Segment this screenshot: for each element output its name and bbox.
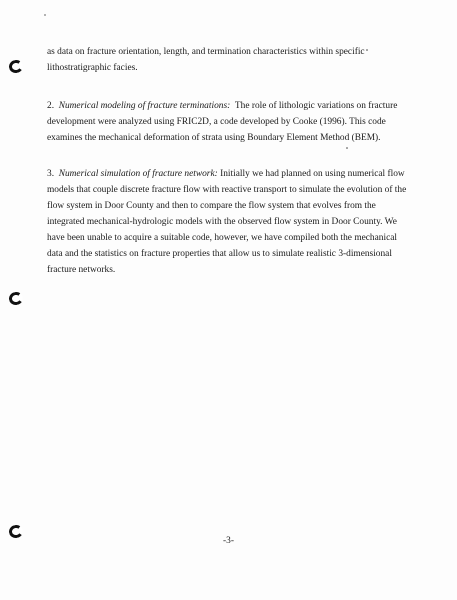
text-line: have been unable to acquire a suitable code, however, we have compiled both the mechanical bbox=[47, 233, 397, 243]
page-number: -3- bbox=[223, 536, 234, 546]
text-line: flow system in Door County and then to compare the flow system that evolves from the bbox=[47, 201, 376, 211]
scan-speck bbox=[44, 14, 46, 16]
paragraph-fracture-terminations bbox=[47, 98, 417, 146]
paragraph-continuation bbox=[47, 44, 417, 76]
paragraph-heading: Numerical simulation of fracture network: bbox=[58, 169, 218, 179]
text-line bbox=[47, 166, 417, 182]
scan-speck bbox=[346, 147, 348, 149]
text-line: models that couple discrete fracture flow with reactive transport to simulate the evolution of the bbox=[47, 185, 407, 195]
text-line: data and the statistics on fracture properties that allow us to simulate realistic 3-dimensional bbox=[47, 249, 392, 259]
text-line: examines the mechanical deformation of strata using Boundary Element Method (BEM). bbox=[47, 133, 381, 143]
text-line: integrated mechanical-hydrologic models with the observed flow system in Door County. We bbox=[47, 217, 397, 227]
paragraph-fracture-network bbox=[47, 166, 417, 278]
text-line: development were analyzed using FRIC2D, a code developed by Cooke (1996). This code bbox=[47, 117, 386, 127]
paragraph-text: Initially we had planned on using numerical flow bbox=[220, 169, 405, 179]
paragraph-text: The role of lithologic variations on fracture bbox=[234, 101, 398, 111]
text-line: lithostratigraphic facies. bbox=[47, 63, 138, 73]
paragraph-number: 2. bbox=[47, 101, 55, 111]
punch-hole-icon bbox=[8, 291, 24, 306]
punch-hole-icon bbox=[8, 59, 24, 74]
text-line: as data on fracture orientation, length, and termination characteristics within specific bbox=[47, 47, 365, 57]
text-line bbox=[47, 98, 417, 114]
text-line: fracture networks. bbox=[47, 265, 116, 275]
paragraph-heading: Numerical modeling of fracture terminations: bbox=[58, 101, 231, 111]
paragraph-number: 3. bbox=[47, 169, 55, 179]
